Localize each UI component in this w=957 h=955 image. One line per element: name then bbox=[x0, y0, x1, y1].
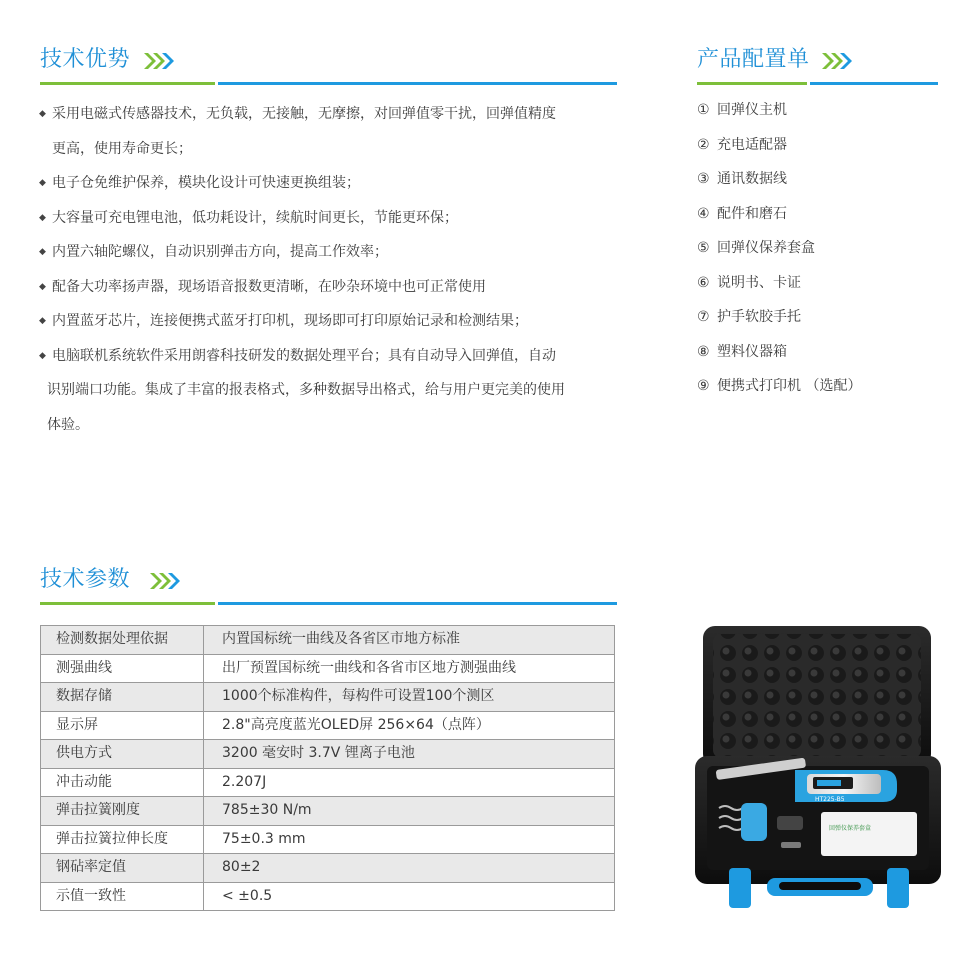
small-part bbox=[781, 842, 801, 848]
diamond-bullet-icon: ◆ bbox=[39, 247, 46, 257]
table-row bbox=[41, 626, 615, 655]
maintenance-box bbox=[821, 812, 917, 856]
spec-value: 2.207J bbox=[204, 768, 615, 797]
config-text: 护手软胶手托 bbox=[717, 309, 801, 325]
advantage-text: 内置蓝牙芯片，连接便携式蓝牙打印机，现场即可打印原始记录和检测结果； bbox=[52, 313, 528, 329]
table-row bbox=[41, 740, 615, 769]
advantage-item bbox=[38, 166, 628, 201]
table-row bbox=[41, 654, 615, 683]
table-row bbox=[41, 711, 615, 740]
config-text: 说明书、卡证 bbox=[717, 274, 801, 291]
config-text: 配件和磨石 bbox=[717, 205, 787, 222]
spec-key: 弹击拉簧刚度 bbox=[41, 797, 204, 826]
specs-table bbox=[40, 625, 615, 911]
advantage-text: 采用电磁式传感器技术，无负载，无接触，无摩擦，对回弹值零干扰，回弹值精度 bbox=[52, 106, 556, 122]
config-item bbox=[697, 300, 937, 335]
diamond-bullet-icon: ◆ bbox=[39, 212, 46, 223]
config-number: ⑧ bbox=[697, 343, 710, 360]
specs-rule-green bbox=[40, 602, 215, 605]
config-text: 便携式打印机 （选配） bbox=[717, 378, 862, 394]
config-item bbox=[697, 93, 937, 128]
usb-cable bbox=[777, 816, 803, 830]
config-item bbox=[697, 231, 937, 266]
advantage-item bbox=[38, 304, 628, 339]
config-item bbox=[697, 197, 937, 232]
table-row bbox=[41, 825, 615, 854]
advantage-text: 体验。 bbox=[47, 416, 89, 433]
case-lid-foam bbox=[713, 634, 921, 758]
config-number: ⑥ bbox=[697, 274, 710, 291]
config-text: 塑料仪器箱 bbox=[717, 343, 787, 360]
advantage-text: 识别端口功能。集成了丰富的报表格式，多种数据导出格式，给与用户更完美的使用 bbox=[47, 382, 565, 398]
double-chevron-right-icon bbox=[821, 52, 857, 70]
diamond-bullet-icon: ◆ bbox=[39, 109, 46, 119]
advantage-text: 更高，使用寿命更长； bbox=[52, 140, 192, 157]
advantages-rule-green bbox=[40, 82, 215, 85]
config-number: ④ bbox=[697, 205, 710, 222]
specs-title: 技术参数 bbox=[40, 567, 131, 592]
advantage-text: 配备大功率扬声器，现场语音报数更清晰，在吵杂环境中也可正常使用 bbox=[52, 278, 486, 295]
advantage-text: 电脑联机系统软件采用朗睿科技研发的数据处理平台；具有自动导入回弹值，自动 bbox=[52, 347, 556, 364]
advantage-item bbox=[38, 339, 628, 443]
spec-value: < ±0.5 bbox=[204, 882, 615, 911]
config-item bbox=[697, 162, 937, 197]
diamond-bullet-icon: ◆ bbox=[39, 281, 46, 292]
maintenance-box-label: 回弹仪保养套盒 bbox=[829, 825, 872, 832]
config-number: ① bbox=[697, 102, 710, 118]
advantage-item bbox=[38, 201, 628, 236]
advantages-rule-blue bbox=[218, 82, 617, 85]
specs-rule-blue bbox=[218, 602, 617, 605]
spec-value: 2.8"高亮度蓝光OLED屏 256×64（点阵） bbox=[204, 711, 615, 740]
spec-key: 测强曲线 bbox=[41, 654, 204, 683]
case-latch-left bbox=[729, 868, 751, 908]
table-row bbox=[41, 854, 615, 883]
config-rule-green bbox=[697, 82, 807, 85]
diamond-bullet-icon: ◆ bbox=[39, 178, 46, 188]
spec-key: 钢砧率定值 bbox=[41, 854, 204, 883]
spec-value: 1000个标准构件，每构件可设置100个测区 bbox=[204, 683, 615, 712]
config-number: ② bbox=[697, 136, 710, 153]
table-row bbox=[41, 768, 615, 797]
table-row bbox=[41, 683, 615, 712]
spec-value: 80±2 bbox=[204, 854, 615, 883]
spec-value: 75±0.3 mm bbox=[204, 825, 615, 854]
advantage-text: 大容量可充电锂电池，低功耗设计，续航时间更长，节能更环保； bbox=[52, 209, 458, 226]
config-text: 通讯数据线 bbox=[717, 171, 787, 187]
config-list bbox=[697, 93, 937, 404]
advantages-list bbox=[38, 97, 628, 442]
case-latch-right bbox=[887, 868, 909, 908]
spec-key: 示值一致性 bbox=[41, 882, 204, 911]
hammer-label: HT225-B5 bbox=[815, 796, 845, 803]
advantages-title: 技术优势 bbox=[40, 47, 131, 72]
spec-key: 显示屏 bbox=[41, 711, 204, 740]
spec-key: 弹击拉簧拉伸长度 bbox=[41, 825, 204, 854]
table-row bbox=[41, 797, 615, 826]
spec-key: 供电方式 bbox=[41, 740, 204, 769]
advantage-text: 内置六轴陀螺仪，自动识别弹击方向，提高工作效率； bbox=[52, 244, 388, 260]
config-number: ⑦ bbox=[697, 309, 710, 325]
spec-value: 3200 毫安时 3.7V 锂离子电池 bbox=[204, 740, 615, 769]
config-title: 产品配置单 bbox=[697, 47, 810, 72]
table-row bbox=[41, 882, 615, 911]
config-text: 充电适配器 bbox=[717, 136, 787, 153]
diamond-bullet-icon: ◆ bbox=[39, 316, 46, 326]
advantage-text: 电子仓免维护保养，模块化设计可快速更换组装； bbox=[52, 175, 360, 191]
specs-header bbox=[40, 565, 617, 605]
config-item bbox=[697, 369, 937, 404]
config-text: 回弹仪主机 bbox=[717, 102, 787, 118]
spec-value: 785±30 N/m bbox=[204, 797, 615, 826]
config-text: 回弹仪保养套盒 bbox=[717, 240, 815, 256]
advantages-header bbox=[40, 45, 617, 85]
config-item bbox=[697, 128, 937, 163]
spec-key: 数据存储 bbox=[41, 683, 204, 712]
spec-value: 出厂预置国标统一曲线和各省市区地方测强曲线 bbox=[204, 654, 615, 683]
product-case-image bbox=[695, 620, 943, 915]
config-number: ⑨ bbox=[697, 378, 710, 394]
config-rule-blue bbox=[810, 82, 938, 85]
config-number: ⑤ bbox=[697, 240, 710, 256]
spec-value: 内置国标统一曲线及各省区市地方标准 bbox=[204, 626, 615, 655]
config-item bbox=[697, 335, 937, 370]
spec-key: 检测数据处理依据 bbox=[41, 626, 204, 655]
config-item bbox=[697, 266, 937, 301]
config-number: ③ bbox=[697, 171, 710, 187]
config-header bbox=[697, 45, 938, 85]
diamond-bullet-icon: ◆ bbox=[39, 350, 46, 361]
double-chevron-right-icon bbox=[149, 572, 185, 590]
spec-key: 冲击动能 bbox=[41, 768, 204, 797]
blue-grip bbox=[741, 803, 767, 841]
double-chevron-right-icon bbox=[143, 52, 179, 70]
advantage-item bbox=[38, 270, 628, 305]
advantage-item bbox=[38, 235, 628, 270]
advantage-item bbox=[38, 97, 628, 166]
